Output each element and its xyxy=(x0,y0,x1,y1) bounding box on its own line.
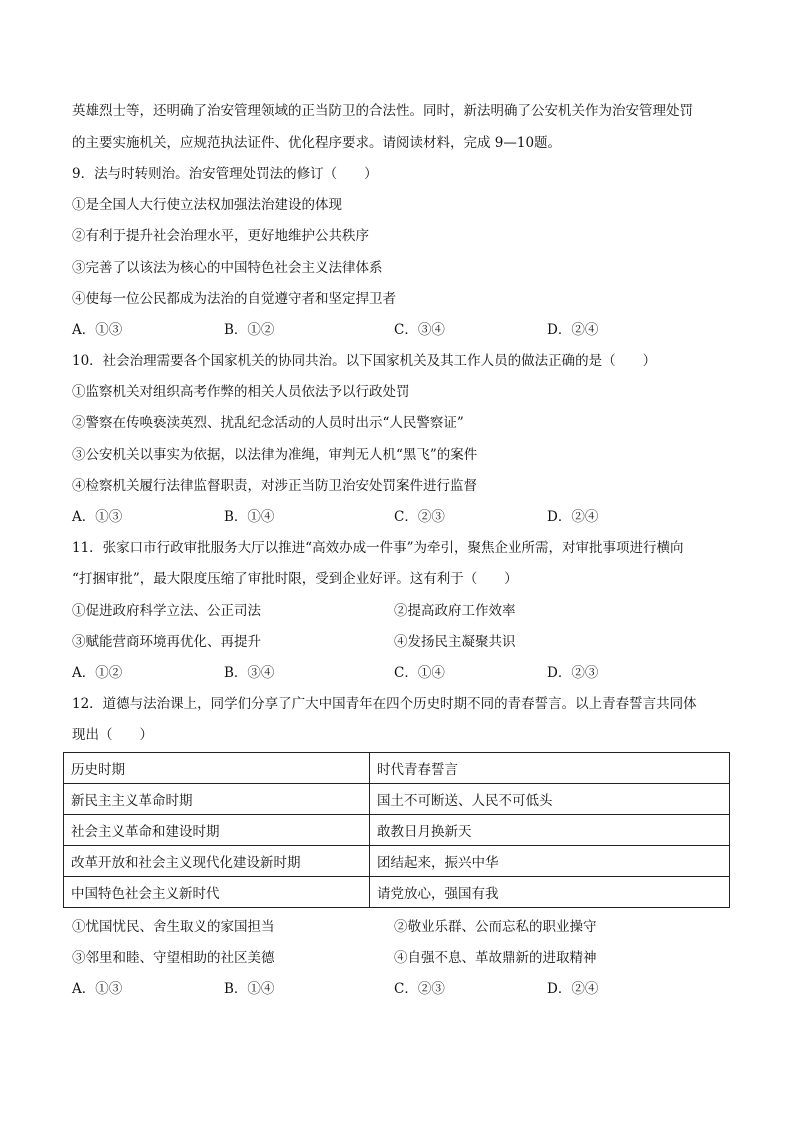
table-cell-period: 新民主主义革命时期 xyxy=(64,784,370,815)
q9-item-3: ③完善了以该法为核心的中国特色社会主义法律体系 xyxy=(72,260,383,276)
q9-option-a[interactable]: A．①③ xyxy=(72,322,123,338)
q12-option-a[interactable]: A．①③ xyxy=(72,981,123,997)
q9-item-2: ②有利于提升社会治理水平，更好地维护公共秩序 xyxy=(72,228,369,244)
q12-stem-line-1: 12．道德与法治课上，同学们分享了广大中国青年在四个历史时期不同的青春誓言。以上青春誓言共同体 xyxy=(72,696,697,712)
q10-option-c[interactable]: C．②③ xyxy=(394,509,445,525)
intro-line-2: 的主要实施机关，应规范执法证件、优化程序要求。请阅读材料，完成 9—10题。 xyxy=(72,135,562,151)
table-header-row xyxy=(64,753,730,784)
q12-option-c[interactable]: C．②③ xyxy=(394,981,445,997)
q9-item-1: ①是全国人大行使立法权加强法治建设的体现 xyxy=(72,197,342,213)
table-row xyxy=(64,784,730,815)
q12-item-3: ③邻里和睦、守望相助的社区美德 xyxy=(72,950,275,966)
q11-option-d[interactable]: D．②③ xyxy=(547,665,599,681)
q11-stem-line-1: 11．张家口市行政审批服务大厅以推进“高效办成一件事”为牵引，聚焦企业所需，对审批事项进行横向 xyxy=(72,540,684,556)
q10-option-d[interactable]: D．②④ xyxy=(547,509,599,525)
q11-option-b[interactable]: B．③④ xyxy=(224,665,275,681)
q10-option-a[interactable]: A．①③ xyxy=(72,509,123,525)
q10-item-2: ②警察在传唤亵渎英烈、扰乱纪念活动的人员时出示“人民警察证” xyxy=(72,415,464,431)
q11-item-4: ④发扬民主凝聚共识 xyxy=(394,634,516,650)
table-row xyxy=(64,815,730,846)
q9-stem: 9．法与时转则治。治安管理处罚法的修订（ ） xyxy=(72,166,378,182)
table-header-oath: 时代青春誓言 xyxy=(370,753,730,784)
q12-item-1: ①忧国忧民、舍生取义的家国担当 xyxy=(72,919,275,935)
q9-option-b[interactable]: B．①② xyxy=(224,322,275,338)
q11-option-c[interactable]: C．①④ xyxy=(394,665,445,681)
table-row xyxy=(64,877,730,908)
q10-item-1: ①监察机关对组织高考作弊的相关人员依法予以行政处罚 xyxy=(72,384,410,400)
table-cell-period: 中国特色社会主义新时代 xyxy=(64,877,370,908)
q9-option-d[interactable]: D．②④ xyxy=(547,322,599,338)
q12-item-2: ②敬业乐群、公而忘私的职业操守 xyxy=(394,919,597,935)
q9-option-c[interactable]: C．③④ xyxy=(394,322,445,338)
q11-item-1: ①促进政府科学立法、公正司法 xyxy=(72,603,261,619)
q10-item-4: ④检察机关履行法律监督职责，对涉正当防卫治安处罚案件进行监督 xyxy=(72,478,477,494)
table-cell-oath: 敢教日月换新天 xyxy=(370,815,730,846)
table-cell-oath: 团结起来，振兴中华 xyxy=(370,846,730,877)
q12-stem-line-2: 现出（ ） xyxy=(72,727,153,743)
q11-option-a[interactable]: A．①② xyxy=(72,665,123,681)
table-cell-oath: 国土不可断送、人民不可低头 xyxy=(370,784,730,815)
table-row xyxy=(64,846,730,877)
table-cell-period: 社会主义革命和建设时期 xyxy=(64,815,370,846)
q12-option-d[interactable]: D．②④ xyxy=(547,981,599,997)
history-oath-table xyxy=(63,752,730,908)
intro-line-1: 英雄烈士等，还明确了治安管理领域的正当防卫的合法性。同时，新法明确了公安机关作为治安管理处罚 xyxy=(72,103,693,119)
table-header-period: 历史时期 xyxy=(64,753,370,784)
q9-item-4: ④使每一位公民都成为法治的自觉遵守者和坚定捍卫者 xyxy=(72,291,396,307)
q11-item-3: ③赋能营商环境再优化、再提升 xyxy=(72,634,261,650)
q10-option-b[interactable]: B．①④ xyxy=(224,509,275,525)
q12-item-4: ④自强不息、革故鼎新的进取精神 xyxy=(394,950,597,966)
q10-stem: 10．社会治理需要各个国家机关的协同共治。以下国家机关及其工作人员的做法正确的是（ ） xyxy=(72,353,657,369)
q10-item-3: ③公安机关以事实为依据，以法律为准绳，审判无人机“黑飞”的案件 xyxy=(72,447,478,463)
q12-option-b[interactable]: B．①④ xyxy=(224,981,275,997)
q11-item-2: ②提高政府工作效率 xyxy=(394,603,516,619)
table-cell-period: 改革开放和社会主义现代化建设新时期 xyxy=(64,846,370,877)
table-cell-oath: 请党放心，强国有我 xyxy=(370,877,730,908)
q11-stem-line-2: “打捆审批”，最大限度压缩了审批时限，受到企业好评。这有利于（ ） xyxy=(72,571,518,587)
